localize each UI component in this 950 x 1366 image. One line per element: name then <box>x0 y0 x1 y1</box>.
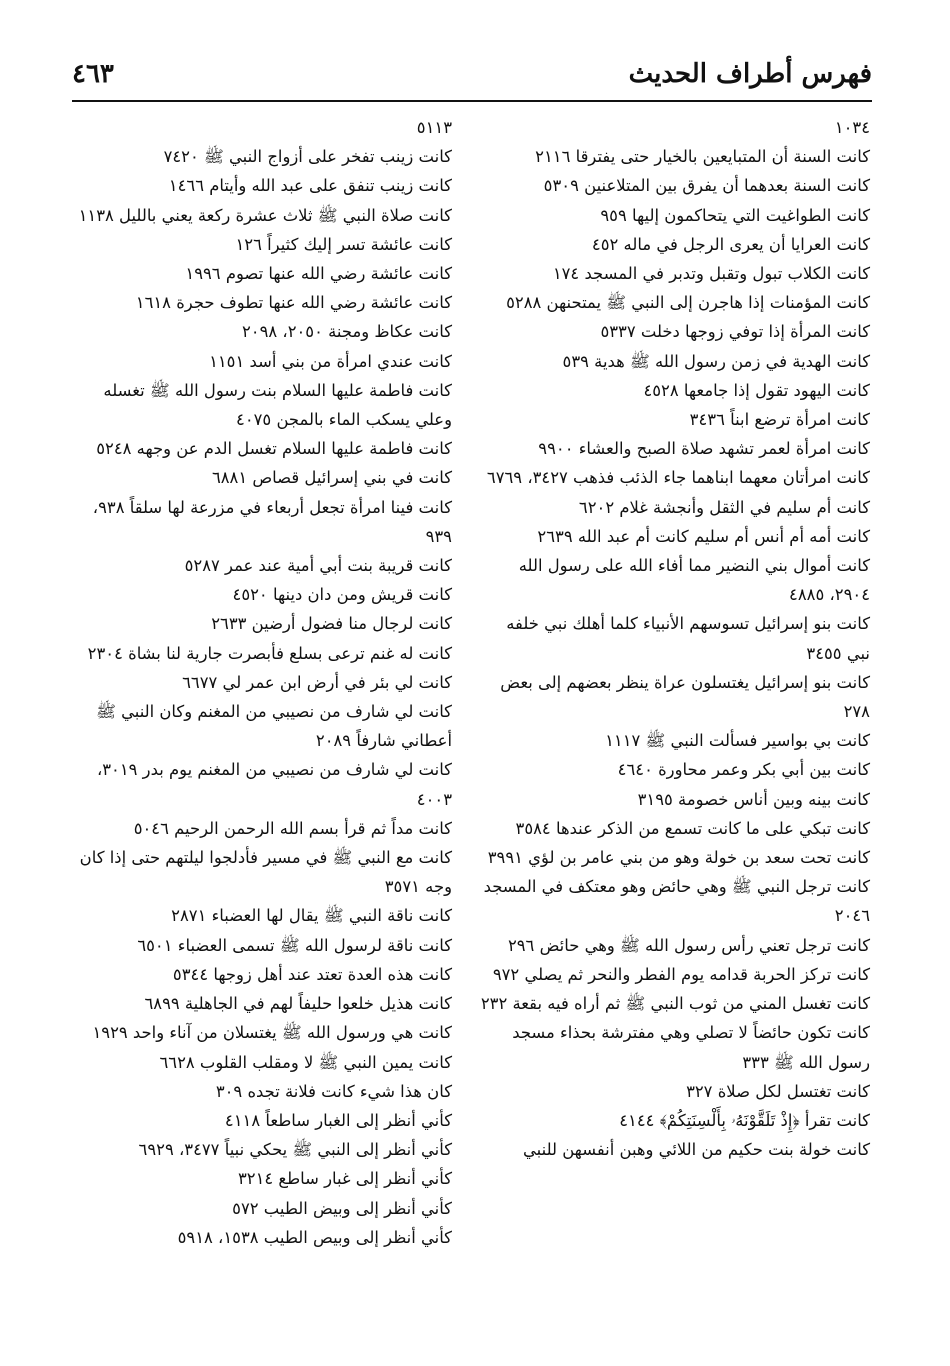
index-entry: كانت امرأة لعمر تشهد صلاة الصبح والعشاء ٩٩٠٠ <box>538 439 870 459</box>
index-entry: كانت لي بئر في أرض ابن عمر لي ٦٦٧٧ <box>182 672 452 692</box>
index-entry: كانت زينب تفخر على أزواج النبي ﷺ ٧٤٢٠ <box>163 147 452 167</box>
index-entry: كانت بين أبي بكر وعمر محاورة ٤٦٤٠ <box>617 760 870 780</box>
index-entry: كانت لي شارف من نصيبي من المغنم يوم بدر ٣٠١٩، ٤٠٠٣ <box>96 760 452 809</box>
index-entry: كانت فينا امرأة تجعل أربعاء في مزرعة لها سلقاً ٩٣٨، ٩٣٩ <box>92 497 452 546</box>
index-entry: كان هذا شيء كانت فلانة تجده ٣٠٩ <box>215 1081 452 1101</box>
index-entry: كأني أنظر إلى وبيص الطيب ١٥٣٨، ٥٩١٨ <box>177 1227 452 1247</box>
index-entry: كانت المؤمنات إذا هاجرن إلى النبي ﷺ يمتحنهن ٥٢٨٨ <box>506 293 870 313</box>
index-entry: ١٠٣٤ <box>834 118 870 137</box>
index-entry: كانت تركز الحربة قدامه يوم الفطر والنحر ثم يصلي ٩٧٢ <box>492 964 870 984</box>
index-entry: كانت خولة بنت حكيم من اللائي وهبن أنفسهن للنبي <box>523 1140 870 1160</box>
index-entry: كانت هذه العدة تعتد عند أهل زوجها ٥٣٤٤ <box>172 964 452 984</box>
index-entry: كانت تحت سعد بن خولة وهو من بني عامر بن لؤي ٣٩٩١ <box>487 848 870 868</box>
index-entry: كانت مع النبي ﷺ في مسير فأدلجوا ليلتهم حتى إذا كان وجه ٣٥٧١ <box>79 848 452 897</box>
header-rule <box>72 100 872 102</box>
index-entry: كانت بنو إسرائيل تسوسهم الأنبياء كلما أهلك نبي خلفه نبي ٣٤٥٥ <box>506 614 870 663</box>
index-entry: كانت فاطمة عليها السلام تغسل الدم عن وجهه ٥٢٤٨ <box>96 439 452 459</box>
index-entry: كانت عائشة رضي الله عنها تطوف حجرة ١٦١٨ <box>135 293 452 313</box>
index-entry: ٥١١٣ <box>416 118 452 137</box>
index-entry: كانت هي ورسول الله ﷺ يغتسلان من آناء واحد ١٩٢٩ <box>92 1023 452 1043</box>
index-entry: كانت بينه وبين أناس خصومة ٣١٩٥ <box>637 789 870 809</box>
index-entry: كأني أنظر إلى الغبار ساطعاً ٤١١٨ <box>224 1110 452 1130</box>
index-entry: كانت عائشة تسر إليك كثيراً ١٢٦ <box>235 234 452 254</box>
index-entry: كانت هذيل خلعوا حليفاً لهم في الجاهلية ٦٨٩٩ <box>144 994 452 1014</box>
index-entry: كانت يمين النبي ﷺ لا ومقلب القلوب ٦٦٢٨ <box>159 1052 452 1072</box>
index-entry: كانت اليهود تقول إذا جامعها ٤٥٢٨ <box>643 380 870 400</box>
index-entry: كأني أنظر إلى وبيض الطيب ٥٧٢ <box>232 1198 452 1218</box>
index-entry: كانت لرجال منا فضول أرضين ٢٦٣٣ <box>211 614 452 634</box>
index-entry: كانت امرأتان معهما ابناهما جاء الذئب فذهب ٣٤٢٧، ٦٧٦٩ <box>486 468 870 488</box>
index-entry: كانت عائشة رضي الله عنها تصوم ١٩٩٦ <box>185 264 452 284</box>
index-entry: كانت الكلاب تبول وتقبل وتدبر في المسجد ١٧٤ <box>552 264 870 284</box>
index-entry: كانت عكاظ ومجنة ٢٠٥٠، ٢٠٩٨ <box>241 322 452 342</box>
index-entry: كانت تقرأ ﴿إِذْ تَلَقَّوْنَهُۥ بِأَلْسِنَتِكُمْ﴾ ٤١٤٤ <box>619 1110 870 1130</box>
index-entry: كانت الطواغيت التي يتحاكمون إليها ٩٥٩ <box>600 205 870 225</box>
index-entry: كانت عندي امرأة من بني أسد ١١٥١ <box>209 351 452 371</box>
index-entry: كانت تغتسل لكل صلاة ٣٢٧ <box>686 1081 870 1101</box>
index-entry: كانت لي شارف من نصيبي من المغنم وكان النبي ﷺ أعطاني شارفاً ٢٠٨٩ <box>96 702 452 751</box>
index-entry: كانت له غنم ترعى بسلع فأبصرت جارية لنا بشاة ٢٣٠٤ <box>87 643 452 663</box>
index-entry: كأني أنظر إلى النبي ﷺ يحكي نبياً ٣٤٧٧، ٦٩٢٩ <box>138 1140 452 1160</box>
index-entry: كانت فاطمة عليها السلام بنت رسول الله ﷺ تغسله وعلي يسكب الماء بالمجن ٤٠٧٥ <box>103 380 452 430</box>
index-entry: كانت تغسل المني من ثوب النبي ﷺ ثم أراه فيه بقعة ٢٣٢ <box>480 994 870 1014</box>
index-entry: كانت أمه أم أنس أم سليم كانت أم عبد الله ٢٦٣٩ <box>537 526 870 546</box>
index-entry: كانت تكون حائضاً لا تصلي وهي مفترشة بحذاء مسجد رسول الله ﷺ ٣٣٣ <box>512 1023 870 1072</box>
page-header <box>72 54 872 94</box>
index-entry: كانت أموال بني النضير مما أفاء الله على رسول الله ٢٩٠٤، ٤٨٨٥ <box>518 556 870 605</box>
index-entry: كأني أنظر إلى غبار ساطع ٣٢١٤ <box>237 1169 452 1189</box>
index-entry: كانت تبكي على ما كانت تسمع من الذكر عندها ٣٥٨٤ <box>515 818 870 838</box>
left-column <box>70 113 452 1252</box>
index-entry: كانت مداً ثم قرأ بسم الله الرحمن الرحيم ٥٠٤٦ <box>133 818 452 838</box>
index-entry: كانت أم سليم في الثقل وأنجشة غلام ٦٢٠٢ <box>578 497 870 517</box>
index-entry: كانت الهدية في زمن رسول الله ﷺ هدية ٥٣٩ <box>562 351 870 371</box>
index-entry: كانت امرأة ترضع ابناً ٣٤٣٦ <box>689 410 870 430</box>
index-entry: كانت المرأة إذا توفي زوجها دخلت ٥٣٣٧ <box>600 322 870 342</box>
index-entry: كانت بي بواسير فسألت النبي ﷺ ١١١٧ <box>605 731 870 751</box>
index-entry: كانت السنة بعدهما أن يفرق بين المتلاعنين ٥٣٠٩ <box>543 176 870 196</box>
index-entry: كانت صلاة النبي ﷺ ثلاث عشرة ركعة يعني بالليل ١١٣٨ <box>78 205 452 225</box>
right-column <box>480 113 870 1164</box>
index-entry: كانت ترجل النبي ﷺ وهي حائض وهو معتكف في المسجد ٢٠٤٦ <box>483 877 870 926</box>
index-entry: كانت قريبة بنت أبي أمية عند عمر ٥٢٨٧ <box>184 556 452 576</box>
index-entry: كانت ترجل تعني رأس رسول الله ﷺ وهي حائض ٢٩٦ <box>507 935 870 955</box>
index-entry: كانت زينب تنفق على عبد الله وأيتام ١٤٦٦ <box>168 176 452 196</box>
index-entry: كانت السنة أن المتبايعين بالخيار حتى يفترقا ٢١١٦ <box>535 147 870 167</box>
index-entry: كانت في بني إسرائيل قصاص ٦٨٨١ <box>211 468 452 488</box>
running-title: فهرس أطراف الحديث <box>628 59 872 89</box>
index-entry: كانت ناقة لرسول الله ﷺ تسمى العضباء ٦٥٠١ <box>137 935 452 955</box>
index-entry: كانت قريش ومن دان دينها ٤٥٢٠ <box>232 585 452 605</box>
index-entry: كانت العرايا أن يعرى الرجل في ماله ٤٥٢ <box>591 234 870 254</box>
index-entry: كانت ناقة النبي ﷺ يقال لها العضباء ٢٨٧١ <box>171 906 452 926</box>
page-number: ٤٦٣ <box>72 59 114 89</box>
index-entry: كانت بنو إسرائيل يغتسلون عراة ينظر بعضهم إلى بعض ٢٧٨ <box>500 672 870 722</box>
